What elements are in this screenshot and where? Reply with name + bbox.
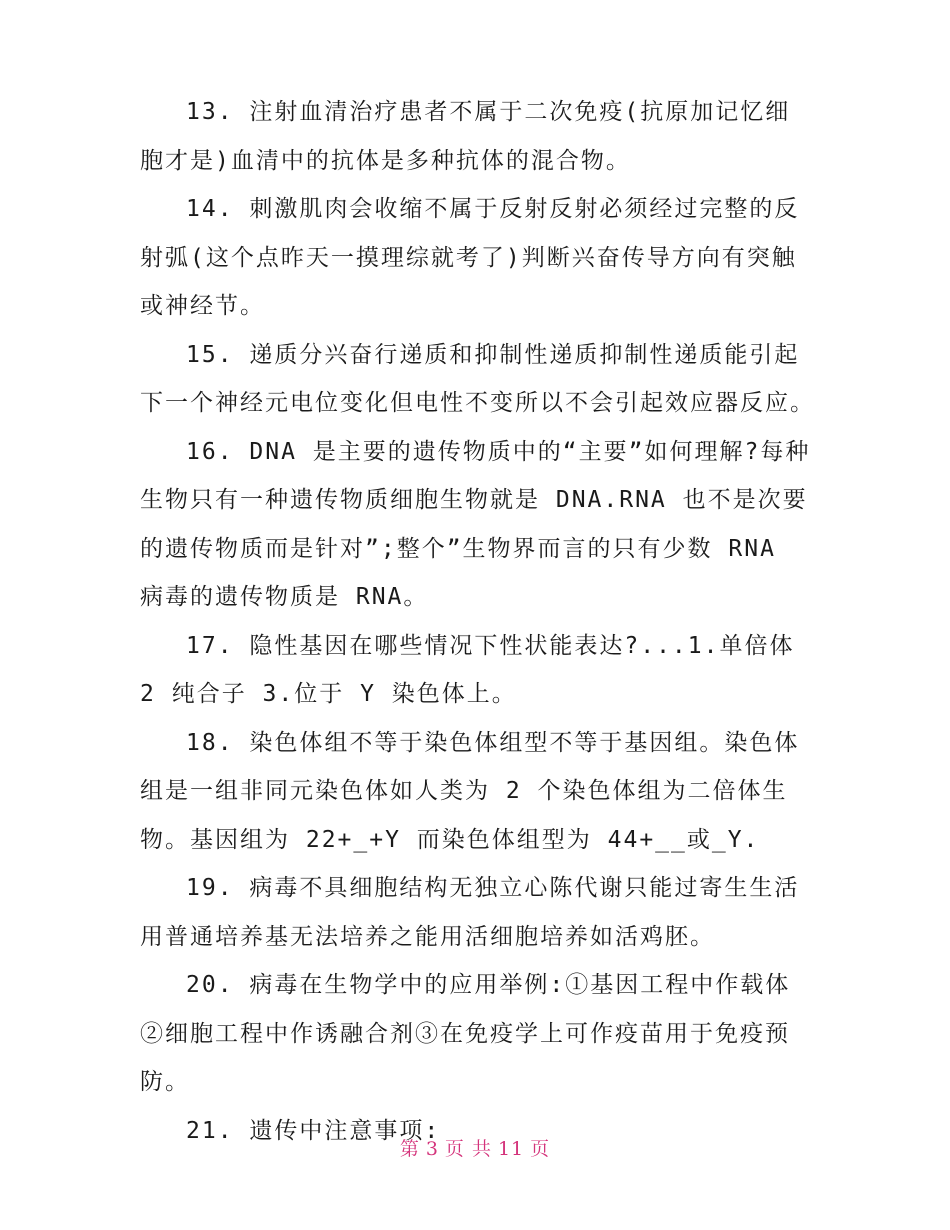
paragraph-20: 20. 病毒在生物学中的应用举例:①基因工程中作载体②细胞工程中作诱融合剂③在免疫学上可作疫苗用于免疫预防。 xyxy=(140,972,791,1095)
paragraph-21: 21. 遗传中注意事项: xyxy=(186,1117,441,1144)
paragraph-13: 13. 注射血清治疗患者不属于二次免疫(抗原加记忆细胞才是)血清中的抗体是多种抗体的混合物。 xyxy=(140,99,791,174)
page-footer xyxy=(0,1134,950,1161)
footer-total-pages: 11 xyxy=(497,1138,525,1160)
footer-page-number: 3 xyxy=(425,1138,439,1160)
footer-middle: 页 共 xyxy=(444,1138,492,1160)
paragraph-17: 17. 隐性基因在哪些情况下性状能表达?...1.单倍体 2 纯合子 3.位于 Y 染色体上。 xyxy=(140,632,795,707)
paragraph-16: 16. DNA 是主要的遗传物质中的“主要”如何理解?每种生物只有一种遗传物质细胞生物就是 DNA.RNA 也不是次要的遗传物质而是针对”;整个”生物界而言的只有少数 RNA 病毒的遗传物质是 RNA。 xyxy=(140,438,811,610)
paragraph-18: 18. 染色体组不等于染色体组型不等于基因组。染色体组是一组非同元染色体如人类为 2 个染色体组为二倍体生物。基因组为 22+_+Y 而染色体组型为 44+__或_Y. xyxy=(140,729,800,853)
footer-suffix: 页 xyxy=(530,1138,551,1160)
paragraph-19: 19. 病毒不具细胞结构无独立心陈代谢只能过寄生生活用普通培养基无法培养之能用活细胞培养如活鸡胚。 xyxy=(140,875,800,950)
paragraph-15: 15. 递质分兴奋行递质和抑制性递质抑制性递质能引起下一个神经元电位变化但电性不变所以不会引起效应器反应。 xyxy=(140,341,815,416)
paragraph-14: 14. 刺激肌肉会收缩不属于反射反射必须经过完整的反射弧(这个点昨天一摸理综就考了)判断兴奋传导方向有突触或神经节。 xyxy=(140,196,800,319)
footer-prefix: 第 xyxy=(399,1138,420,1160)
document-body xyxy=(140,88,815,1155)
